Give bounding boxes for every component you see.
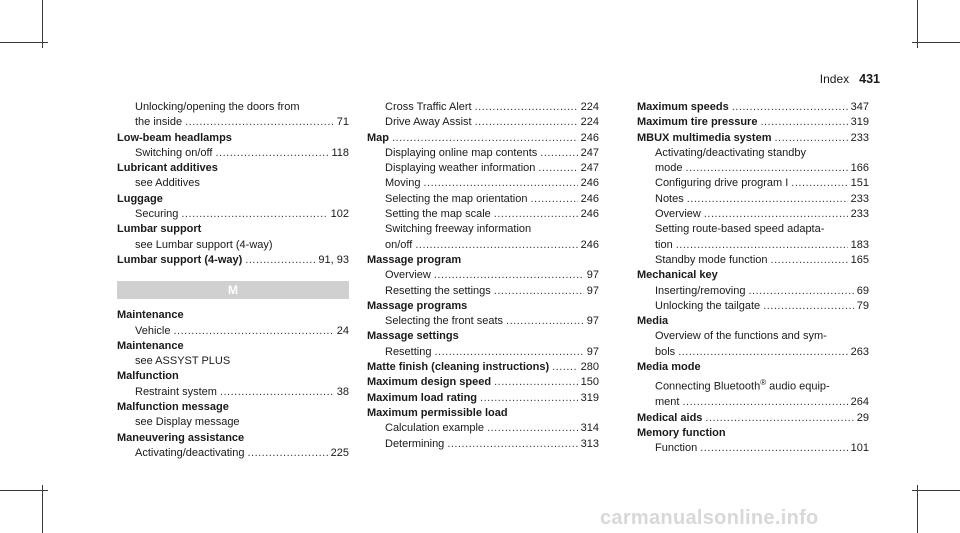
subentry-label: Switching on/off (135, 146, 213, 159)
entry-label: Lumbar support (4-way) (117, 253, 243, 266)
index-entry: Maximum permissible load (367, 406, 508, 419)
index-subentry[interactable] (637, 176, 869, 191)
index-subentry[interactable] (637, 192, 869, 207)
page-ref[interactable]: 224 (580, 101, 599, 113)
crop-mark (0, 490, 48, 491)
leader-dots (749, 284, 854, 299)
index-subentry-line: Switching freeway information (385, 223, 532, 236)
index-entry: Maintenance (117, 309, 184, 322)
page-ref[interactable]: 29 (856, 411, 869, 424)
leader-dots (682, 395, 847, 410)
page-ref[interactable]: 24 (336, 324, 349, 337)
page-ref[interactable]: 97 (586, 284, 599, 297)
leader-dots (700, 441, 847, 456)
leader-dots (181, 207, 327, 222)
page-ref[interactable]: 101 (850, 442, 869, 455)
leader-dots (687, 192, 848, 207)
leader-dots (415, 238, 577, 253)
index-entry[interactable] (367, 375, 599, 390)
cross-reference[interactable]: see Display message (135, 416, 240, 429)
index-subentry[interactable] (637, 395, 869, 410)
index-entry: Massage program (367, 253, 462, 266)
index-subentry-line: Unlocking/opening the doors from (135, 101, 300, 113)
page-ref[interactable]: 183 (850, 238, 869, 251)
page-number: 431 (859, 72, 880, 86)
page-ref[interactable]: 233 (850, 208, 869, 221)
crop-mark (912, 490, 960, 491)
index-entry: Mechanical key (637, 269, 718, 282)
page-ref[interactable]: 102 (330, 208, 349, 221)
cross-reference[interactable]: see Additives (135, 177, 200, 190)
index-subentry[interactable] (637, 253, 869, 268)
page-ref[interactable]: 246 (580, 238, 599, 251)
subentry-label: Overview (655, 208, 701, 221)
page-ref[interactable]: 263 (850, 345, 869, 358)
index-entry: Media mode (637, 361, 701, 374)
subentry-label: Selecting the map orientation (385, 192, 528, 205)
leader-dots (475, 115, 578, 130)
subentry-label: Drive Away Assist (385, 116, 472, 129)
index-entry: Luggage (117, 192, 163, 205)
index-entry: Low-beam headlamps (117, 131, 232, 144)
page-ref[interactable]: 347 (850, 101, 869, 113)
index-subentry[interactable] (367, 100, 599, 115)
index-entry: Malfunction (117, 370, 179, 383)
page-ref[interactable]: 246 (580, 192, 599, 205)
subentry-label: Displaying online map contents (385, 146, 538, 159)
index-subentry[interactable] (637, 441, 869, 456)
page-ref[interactable]: 165 (850, 253, 869, 266)
index-entry[interactable] (117, 253, 349, 268)
page-ref[interactable]: 150 (580, 376, 599, 389)
leader-dots (771, 253, 848, 268)
leader-dots (763, 299, 854, 314)
index-subentry[interactable] (117, 207, 349, 222)
page-ref[interactable]: 97 (586, 269, 599, 282)
entry-label: Maximum load rating (367, 391, 478, 404)
leader-dots (245, 253, 315, 268)
page-ref[interactable]: 313 (580, 437, 599, 450)
index-entry[interactable] (637, 411, 869, 426)
page-ref[interactable]: 246 (580, 177, 599, 190)
subentry-label: Setting the map scale (385, 208, 491, 221)
page-ref[interactable]: 233 (850, 192, 869, 205)
index-subentry[interactable] (637, 299, 869, 314)
leader-dots (540, 146, 577, 161)
page-ref[interactable]: 97 (586, 315, 599, 328)
index-subentry[interactable] (367, 146, 599, 161)
page-ref[interactable]: 151 (850, 177, 869, 190)
subentry-label: Calculation example (385, 422, 485, 435)
subentry-text: audio equip- (766, 381, 830, 393)
leader-dots (538, 161, 577, 176)
leader-dots (552, 360, 578, 375)
page-ref[interactable]: 166 (850, 162, 869, 175)
index-subentry[interactable] (367, 437, 599, 452)
leader-dots (447, 437, 577, 452)
crop-mark (42, 0, 43, 48)
index-column-3 (637, 100, 869, 456)
index-subentry-line: Activating/deactivating standby (655, 146, 807, 159)
section-title: Index (819, 72, 850, 86)
index-subentry[interactable] (367, 421, 599, 436)
index-subentry[interactable] (117, 115, 349, 130)
page-ref[interactable]: 247 (580, 162, 599, 175)
page-ref[interactable]: 264 (850, 396, 869, 409)
crop-mark (42, 485, 43, 533)
page-ref[interactable]: 69 (856, 284, 869, 297)
subentry-text: Connecting Bluetooth (655, 381, 761, 393)
subentry-label: Standby mode function (655, 253, 768, 266)
leader-dots (506, 314, 584, 329)
subentry-label: Securing (135, 208, 179, 221)
index-entry[interactable] (637, 131, 869, 146)
leader-dots (686, 161, 848, 176)
subentry-label: Notes (655, 192, 684, 205)
subentry-label: Displaying weather information (385, 162, 536, 175)
entry-label: Maximum speeds (637, 101, 729, 113)
subentry-label: Cross Traffic Alert (385, 101, 472, 113)
index-subentry[interactable] (367, 284, 599, 299)
index-subentry[interactable] (367, 238, 599, 253)
entry-label: Maximum tire pressure (637, 116, 758, 129)
index-subentry[interactable] (637, 345, 869, 360)
page-ref[interactable]: 246 (580, 208, 599, 221)
subentry-label: tion (655, 238, 673, 251)
subentry-label: Determining (385, 437, 445, 450)
entry-label: Map (367, 131, 389, 144)
cross-reference[interactable]: see Lumbar support (4-way) (135, 238, 273, 251)
subentry-label: Inserting/removing (655, 284, 746, 297)
index-subentry[interactable] (637, 284, 869, 299)
leader-dots (678, 345, 847, 360)
index-subentry[interactable] (367, 207, 599, 222)
index-entry: Lumbar support (117, 223, 202, 236)
index-column-2 (367, 100, 599, 452)
subentry-label: Moving (385, 177, 421, 190)
subentry-label: Resetting (385, 345, 432, 358)
index-subentry[interactable] (117, 385, 349, 400)
leader-dots (760, 115, 847, 130)
index-subentry[interactable] (117, 324, 349, 339)
subentry-label: Overview (385, 269, 431, 282)
subentry-label: on/off (385, 238, 413, 251)
leader-dots (494, 284, 584, 299)
leader-dots (215, 146, 328, 161)
index-entry: Media (637, 315, 669, 328)
leader-dots (530, 192, 577, 207)
page-ref[interactable]: 246 (580, 131, 599, 144)
subentry-label: mode (655, 162, 683, 175)
page-ref[interactable]: 38 (336, 385, 349, 398)
leader-dots (423, 176, 577, 191)
leader-dots (791, 176, 847, 191)
page-ref[interactable]: 224 (580, 116, 599, 129)
index-subentry[interactable] (117, 446, 349, 461)
index-entry[interactable] (367, 391, 599, 406)
index-entry[interactable] (637, 115, 869, 130)
index-entry[interactable] (367, 360, 599, 375)
entry-label: Maximum design speed (367, 376, 492, 389)
leader-dots (774, 131, 847, 146)
leader-dots (704, 207, 848, 222)
page-ref[interactable]: 71 (336, 116, 349, 129)
registered-mark: ® (760, 378, 767, 388)
crop-mark (912, 42, 960, 43)
index-subentry[interactable] (367, 314, 599, 329)
leader-dots (494, 207, 578, 222)
page-ref[interactable]: 247 (580, 146, 599, 159)
page-ref[interactable]: 97 (586, 345, 599, 358)
index-entry[interactable] (637, 100, 869, 115)
subentry-label: Function (655, 442, 698, 455)
subentry-label: Unlocking the tailgate (655, 299, 761, 312)
index-entry: Lubricant additives (117, 162, 218, 175)
page-ref[interactable]: 225 (330, 446, 349, 459)
leader-dots (185, 115, 334, 130)
entry-label: MBUX multimedia system (637, 131, 772, 144)
leader-dots (220, 385, 334, 400)
index-subentry-line (637, 375, 869, 395)
index-subentry[interactable] (637, 238, 869, 253)
subentry-label: Configuring drive program I (655, 177, 789, 190)
subentry-label: Restraint system (135, 385, 217, 398)
subentry-label: Vehicle (135, 324, 171, 337)
page-ref[interactable]: 319 (580, 391, 599, 404)
index-entry: Memory function (637, 426, 726, 439)
index-subentry[interactable] (367, 192, 599, 207)
page-ref[interactable]: 91, 93 (318, 253, 349, 266)
index-subentry[interactable] (367, 176, 599, 191)
index-entry: Maintenance (117, 339, 184, 352)
page-ref[interactable]: 319 (850, 116, 869, 129)
crop-mark (917, 0, 918, 48)
subentry-label: Resetting the settings (385, 284, 491, 297)
entry-label: Matte finish (cleaning instructions) (367, 361, 550, 374)
index-entry: Malfunction message (117, 401, 229, 414)
subentry-label: Activating/deactivating (135, 446, 245, 459)
page-ref[interactable]: 79 (856, 299, 869, 312)
subentry-label: ment (655, 396, 680, 409)
watermark: carmanualsonline.info (600, 507, 819, 529)
leader-dots (732, 100, 848, 115)
page-ref[interactable]: 118 (331, 146, 349, 159)
index-subentry-line: Setting route-based speed adapta- (655, 223, 825, 236)
cross-reference[interactable]: see ASSYST PLUS (135, 355, 231, 368)
page-header (820, 72, 880, 86)
index-entry[interactable] (367, 131, 599, 146)
index-subentry[interactable] (637, 161, 869, 176)
leader-dots (705, 411, 853, 426)
subentry-label: Selecting the front seats (385, 315, 504, 328)
index-subentry[interactable] (367, 115, 599, 130)
leader-dots (173, 324, 333, 339)
index-entry: Massage programs (367, 299, 468, 312)
index-column-1 (117, 100, 349, 461)
leader-dots (494, 375, 578, 390)
crop-mark (0, 42, 48, 43)
page-ref[interactable]: 280 (580, 361, 599, 374)
leader-dots (487, 421, 578, 436)
leader-dots (480, 391, 578, 406)
leader-dots (434, 268, 584, 283)
index-subentry[interactable] (367, 161, 599, 176)
subentry-label: bols (655, 345, 676, 358)
index-entry: Massage settings (367, 330, 459, 343)
leader-dots (392, 131, 578, 146)
leader-dots (676, 238, 848, 253)
index-subentry[interactable] (367, 345, 599, 360)
leader-dots (247, 446, 327, 461)
index-subentry-line: Overview of the functions and sym- (655, 330, 827, 343)
index-subentry[interactable] (117, 146, 349, 161)
page-ref[interactable]: 314 (580, 422, 599, 435)
leader-dots (475, 100, 578, 115)
leader-dots (434, 345, 583, 360)
index-subentry[interactable] (367, 268, 599, 283)
crop-mark (917, 485, 918, 533)
entry-label: Medical aids (637, 411, 703, 424)
letter-divider: M (117, 281, 349, 299)
page-ref[interactable]: 233 (850, 131, 869, 144)
index-subentry[interactable] (637, 207, 869, 222)
subentry-label: the inside (135, 116, 183, 129)
index-entry: Maneuvering assistance (117, 431, 245, 444)
